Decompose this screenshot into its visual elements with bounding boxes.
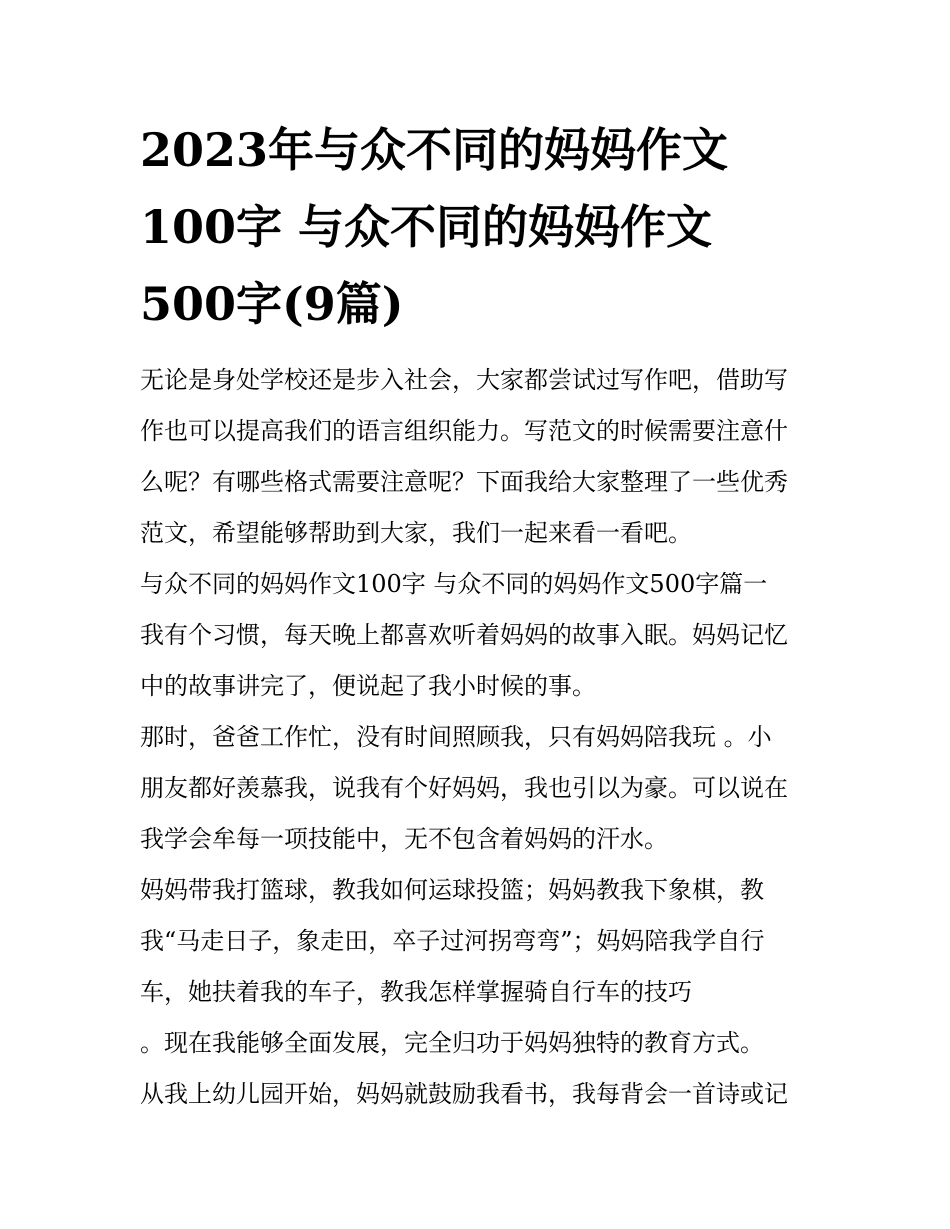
- body-line: 妈妈带我打篮球，教我如何运球投篮；妈妈教我下象棋，教: [140, 876, 764, 904]
- title-line: 500字(9篇): [140, 277, 404, 331]
- body-line: 无论是身处学校还是步入社会，大家都尝试过写作吧，借助写: [140, 366, 788, 394]
- body-line: 我有个习惯，每天晚上都喜欢听着妈妈的故事入眠。妈妈记忆: [140, 621, 788, 649]
- body-line: 那时，爸爸工作忙，没有时间照顾我，只有妈妈陪我玩 。小: [140, 723, 772, 751]
- body-line: 作也可以提高我们的语言组织能力。写范文的时候需要注意什: [140, 417, 788, 445]
- title-line: 2023年与众不同的妈妈作文: [140, 123, 729, 177]
- body-line: 中的故事讲完了，便说起了我小时候的事。: [140, 672, 596, 700]
- title-line: 100字 与众不同的妈妈作文: [140, 200, 713, 254]
- body-line: 朋友都好羡慕我，说我有个好妈妈，我也引以为豪。可以说在: [140, 774, 788, 802]
- body-line: 车，她扶着我的车子，教我怎样掌握骑自行车的技巧: [140, 978, 692, 1006]
- body-line: 从我上幼儿园开始，妈妈就鼓励我看书，我每背会一首诗或记: [140, 1080, 788, 1108]
- document-body: [140, 355, 830, 1120]
- body-line: 么呢？有哪些格式需要注意呢？下面我给大家整理了一些优秀: [140, 468, 788, 496]
- body-line: 。现在我能够全面发展，完全归功于妈妈独特的教育方式。: [140, 1029, 764, 1057]
- body-line: 范文，希望能够帮助到大家，我们一起来看一看吧。: [140, 519, 692, 547]
- body-line: 我“马走日子，象走田，卒子过河拐弯弯”；妈妈陪我学自行: [140, 927, 765, 955]
- section-heading-line: 与众不同的妈妈作文100字 与众不同的妈妈作文500字篇一: [140, 570, 768, 598]
- document-title: [140, 112, 830, 343]
- body-line: 我学会牟每一项技能中，无不包含着妈妈的汗水。: [140, 825, 668, 853]
